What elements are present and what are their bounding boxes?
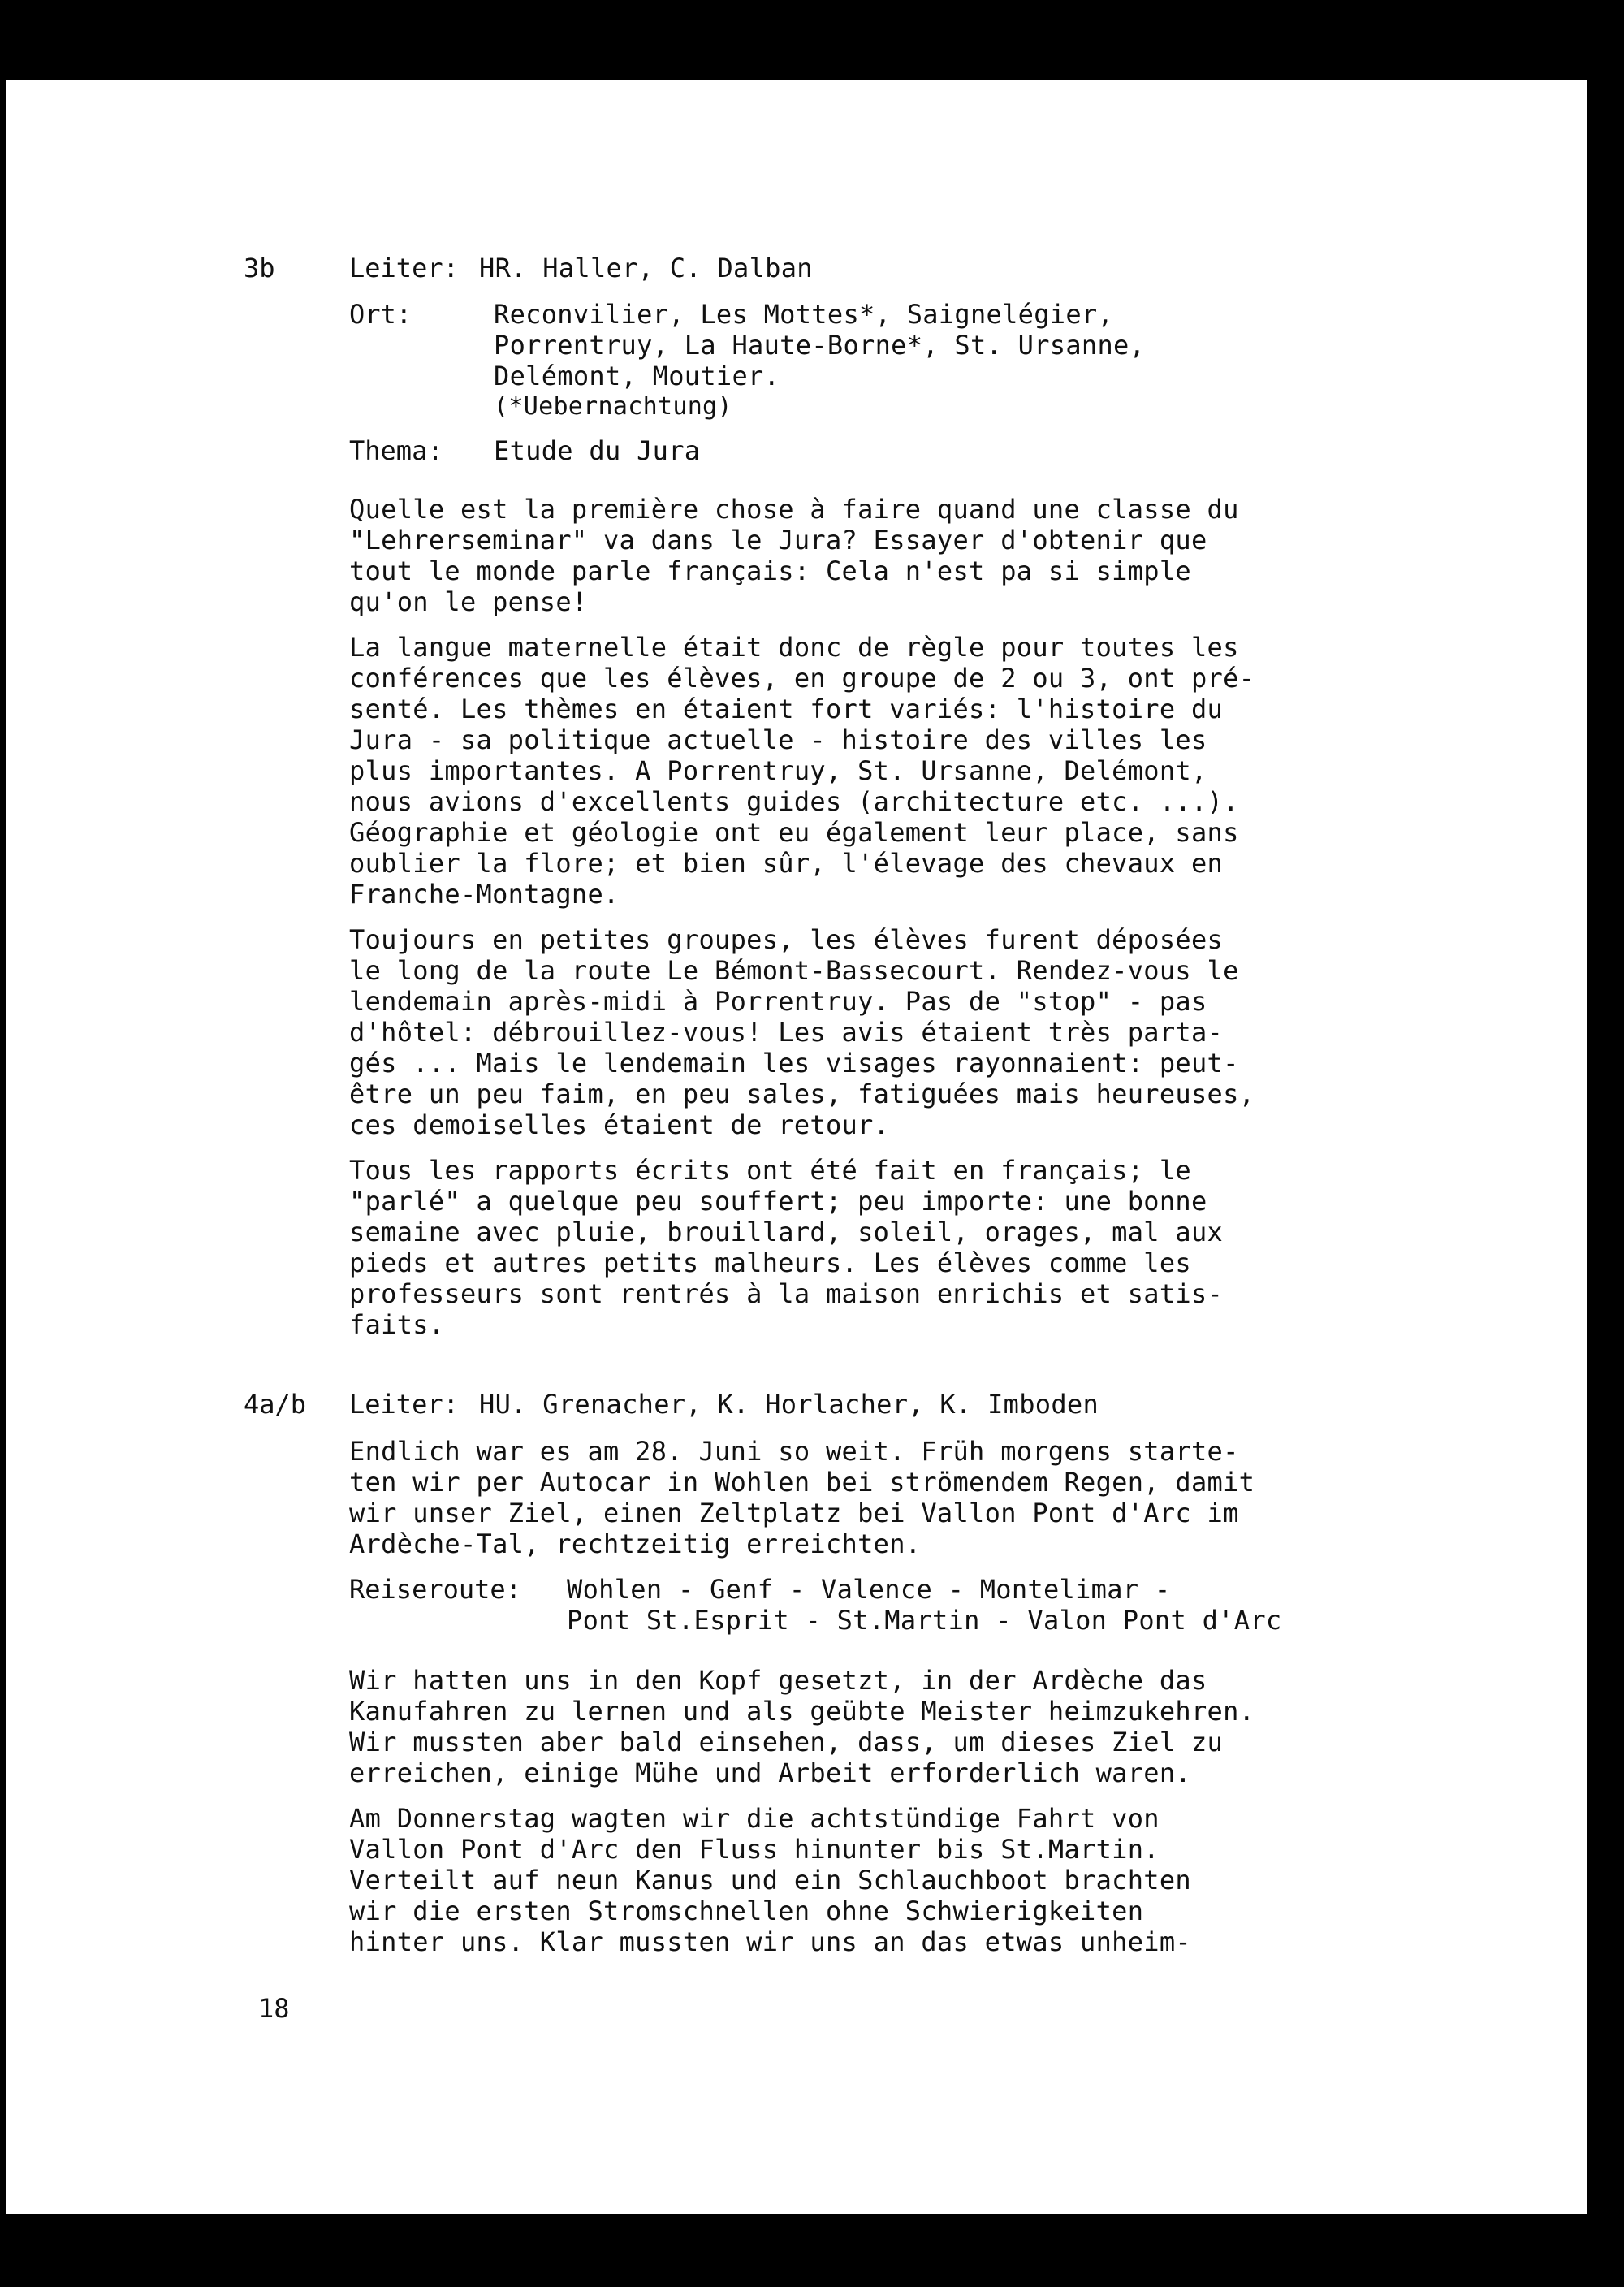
text-line: le long de la route Le Bémont-Bassecourt. Rendez-vous le: [349, 955, 1239, 986]
text-line: Am Donnerstag wagten wir die achtstündige Fahrt von: [349, 1803, 1160, 1834]
document-page: [6, 80, 1587, 2214]
text-line: hinter uns. Klar mussten wir uns an das etwas unheim-: [349, 1926, 1191, 1957]
text-line: Toujours en petites groupes, les élèves furent déposées: [349, 924, 1224, 955]
text-line: senté. Les thèmes en étaient fort variés: l'histoire du: [349, 694, 1224, 724]
text-line: Verteilt auf neun Kanus und ein Schlauchboot brachten: [349, 1865, 1191, 1896]
text-line: qu'on le pense!: [349, 586, 588, 617]
thema-label: Thema:: [349, 435, 443, 466]
text-line: Tous les rapports écrits ont été fait en français; le: [349, 1155, 1191, 1186]
text-line: nous avions d'excellents guides (architecture etc. ...).: [349, 786, 1239, 817]
text-line: faits.: [349, 1309, 445, 1340]
ort-label: Ort:: [349, 299, 412, 330]
leiter-label-3b: Leiter:: [349, 253, 459, 283]
text-line: Géographie et géologie ont eu également leur place, sans: [349, 817, 1239, 848]
text-line: lendemain après-midi à Porrentruy. Pas de "stop" - pas: [349, 986, 1207, 1017]
text-line: tout le monde parle français: Cela n'est pa si simple: [349, 556, 1191, 586]
text-line: Kanufahren zu lernen und als geübte Meister heimzukehren.: [349, 1696, 1255, 1727]
text-line: professeurs sont rentrés à la maison enrichis et satis-: [349, 1278, 1224, 1309]
text-line: Ardèche-Tal, rechtzeitig erreichten.: [349, 1528, 922, 1559]
text-line: La langue maternelle était donc de règle pour toutes les: [349, 632, 1239, 663]
text-line: "Lehrerseminar" va dans le Jura? Essayer d'obtenir que: [349, 525, 1207, 556]
text-line: être un peu faim, en peu sales, fatiguées mais heureuses,: [349, 1079, 1255, 1109]
text-line: pieds et autres petits malheurs. Les élèves comme les: [349, 1247, 1191, 1278]
page-number: 18: [258, 1993, 290, 2024]
ort-line: Porrentruy, La Haute-Borne*, St. Ursanne,: [494, 330, 1146, 361]
text-line: Franche-Montagne.: [349, 879, 620, 910]
text-line: Quelle est la première chose à faire quand une classe du: [349, 494, 1239, 525]
section-id-4ab: 4a/b: [244, 1389, 307, 1420]
route-line: Wohlen - Genf - Valence - Montelimar -: [567, 1574, 1171, 1605]
text-line: Endlich war es am 28. Juni so weit. Früh morgens starte-: [349, 1436, 1239, 1467]
text-line: oublier la flore; et bien sûr, l'élevage des chevaux en: [349, 848, 1224, 879]
route-label: Reiseroute:: [349, 1574, 521, 1605]
text-line: wir die ersten Stromschnellen ohne Schwierigkeiten: [349, 1896, 1144, 1926]
text-line: Vallon Pont d'Arc den Fluss hinunter bis St.Martin.: [349, 1834, 1160, 1865]
text-line: conférences que les élèves, en groupe de 2 ou 3, ont pré-: [349, 663, 1255, 694]
text-line: wir unser Ziel, einen Zeltplatz bei Vallon Pont d'Arc im: [349, 1498, 1239, 1528]
text-line: semaine avec pluie, brouillard, soleil, orages, mal aux: [349, 1217, 1224, 1247]
leiter-value-3b: HR. Haller, C. Dalban: [479, 253, 813, 283]
text-line: ten wir per Autocar in Wohlen bei strömendem Regen, damit: [349, 1467, 1255, 1498]
text-line: "parlé" a quelque peu souffert; peu importe: une bonne: [349, 1186, 1207, 1217]
leiter-value-4ab: HU. Grenacher, K. Horlacher, K. Imboden: [479, 1389, 1099, 1420]
section-id-3b: 3b: [244, 253, 275, 283]
leiter-label-4ab: Leiter:: [349, 1389, 459, 1420]
text-line: Jura - sa politique actuelle - histoire des villes les: [349, 724, 1207, 755]
text-line: d'hôtel: débrouillez-vous! Les avis étaient très parta-: [349, 1017, 1224, 1048]
text-line: gés ... Mais le lendemain les visages rayonnaient: peut-: [349, 1048, 1239, 1079]
text-line: Wir mussten aber bald einsehen, dass, um dieses Ziel zu: [349, 1727, 1224, 1757]
ort-line: (*Uebernachtung): [494, 392, 732, 421]
route-line: Pont St.Esprit - St.Martin - Valon Pont d'Arc: [567, 1605, 1282, 1636]
ort-line: Reconvilier, Les Mottes*, Saignelégier,: [494, 299, 1114, 330]
text-line: erreichen, einige Mühe und Arbeit erforderlich waren.: [349, 1757, 1191, 1788]
text-line: ces demoiselles étaient de retour.: [349, 1109, 890, 1140]
text-line: plus importantes. A Porrentruy, St. Ursanne, Delémont,: [349, 755, 1207, 786]
text-line: Wir hatten uns in den Kopf gesetzt, in der Ardèche das: [349, 1665, 1207, 1696]
thema-value: Etude du Jura: [494, 435, 701, 466]
ort-line: Delémont, Moutier.: [494, 361, 780, 391]
